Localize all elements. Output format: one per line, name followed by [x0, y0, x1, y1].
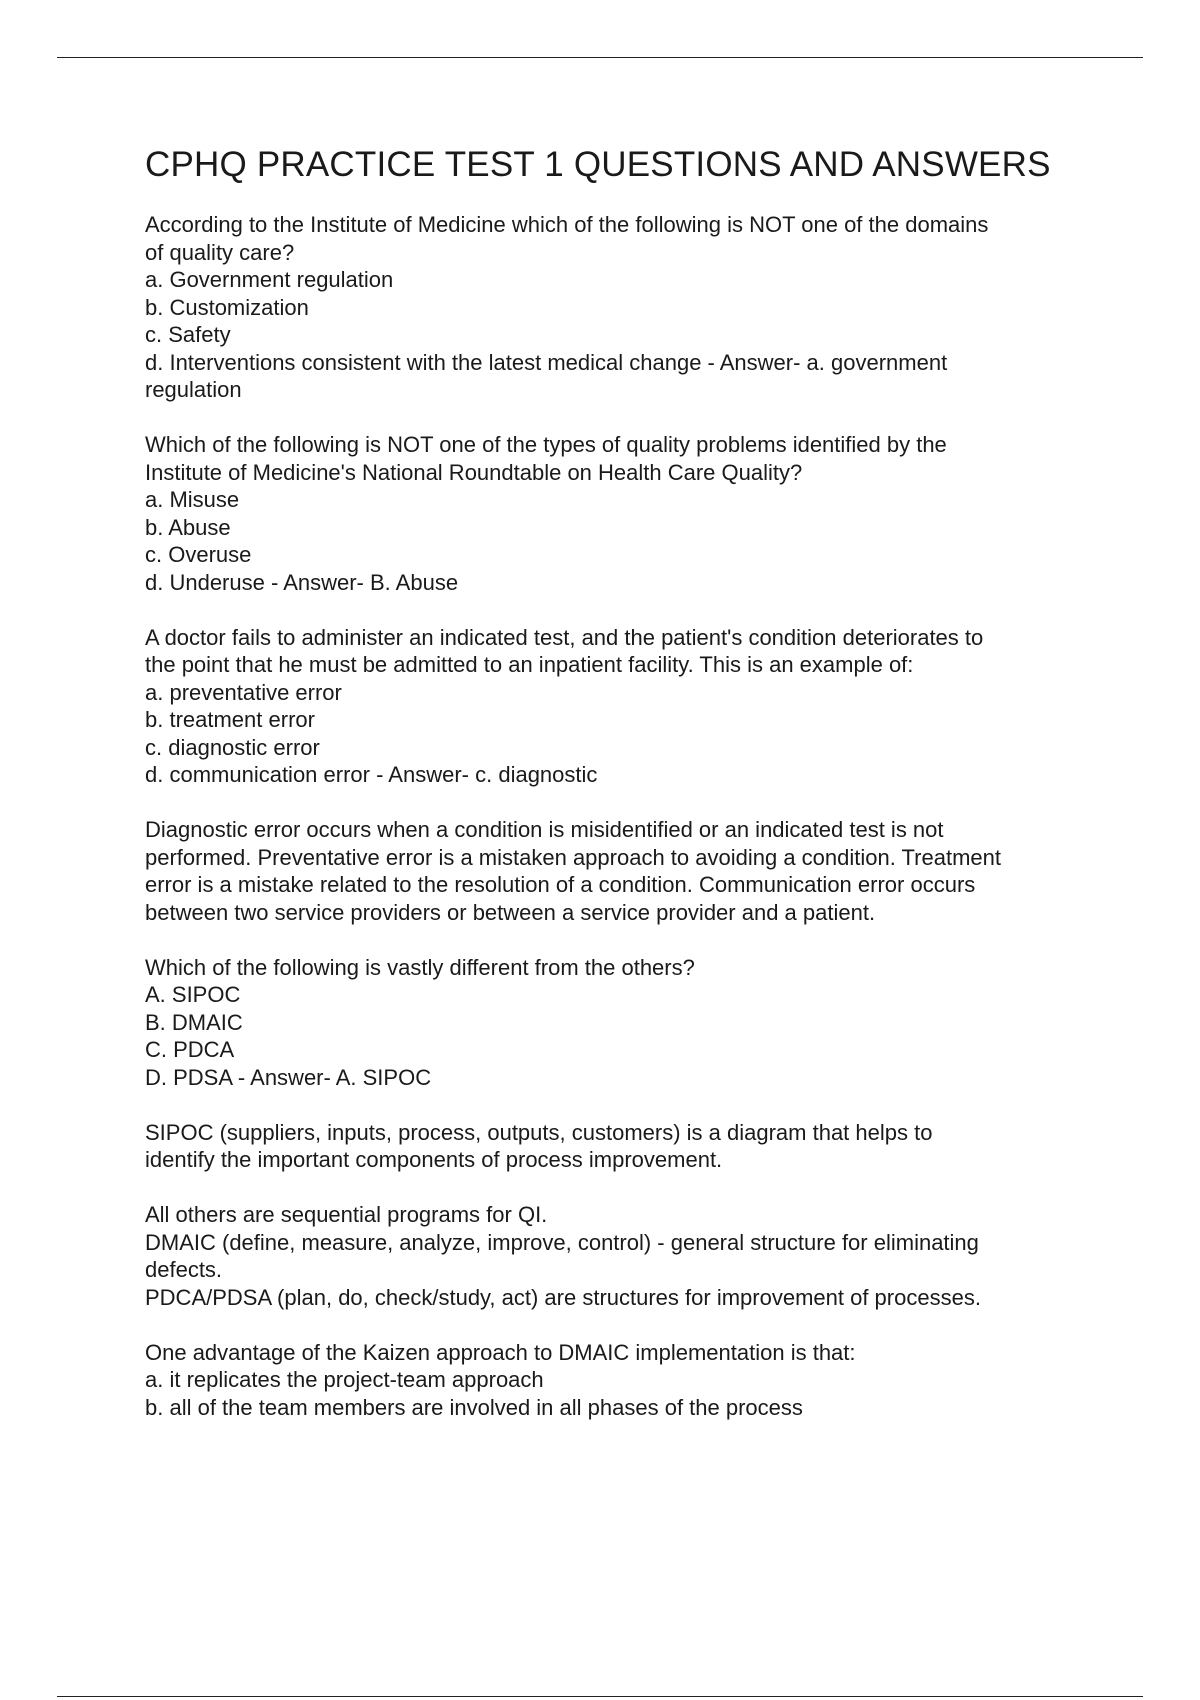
top-rule	[57, 57, 1143, 58]
option-b: b. all of the team members are involved in all phases of the process	[145, 1394, 803, 1420]
page-title: CPHQ PRACTICE TEST 1 QUESTIONS AND ANSWERS	[145, 145, 1051, 184]
text-line: DMAIC (define, measure, analyze, improve, control) - general structure for eliminating	[145, 1229, 979, 1255]
text-line: SIPOC (suppliers, inputs, process, outputs, customers) is a diagram that helps to	[145, 1119, 933, 1145]
option-b: b. treatment error	[145, 707, 315, 732]
explanation-4a	[145, 1119, 1105, 1174]
document-body	[145, 143, 1105, 1449]
option-c: c. Safety	[145, 322, 231, 347]
option-c: C. PDCA	[145, 1037, 235, 1062]
text-line: error is a mistake related to the resolution of a condition. Communication error occurs	[145, 872, 976, 897]
option-a: a. Misuse	[145, 487, 240, 512]
option-a: a. preventative error	[145, 679, 342, 705]
option-d-answer: d. Underuse - Answer- B. Abuse	[145, 569, 459, 595]
text-line: All others are sequential programs for QI.	[145, 1202, 548, 1227]
option-c: c. Overuse	[145, 542, 252, 567]
text-line: defects.	[145, 1257, 223, 1282]
text-line: performed. Preventative error is a mistaken approach to avoiding a condition. Treatment	[145, 844, 1002, 870]
bottom-rule	[57, 1696, 1143, 1697]
text-line: Which of the following is NOT one of the types of quality problems identified by the	[145, 432, 947, 457]
question-5	[145, 1339, 1105, 1422]
option-b: B. DMAIC	[145, 1009, 243, 1035]
option-a: a. Government regulation	[145, 267, 394, 292]
question-2	[145, 431, 1105, 596]
question-1	[145, 211, 1105, 404]
option-d-answer: d. Interventions consistent with the latest medical change - Answer- a. government	[145, 349, 948, 375]
text-line: of quality care?	[145, 239, 295, 265]
explanation-3	[145, 816, 1105, 926]
text-line: A doctor fails to administer an indicated test, and the patient's condition deteriorates to	[145, 624, 984, 650]
text-line: the point that he must be admitted to an inpatient facility. This is an example of:	[145, 652, 914, 677]
option-d-answer: D. PDSA - Answer- A. SIPOC	[145, 1064, 432, 1090]
text-line: Diagnostic error occurs when a condition is misidentified or an indicated test is not	[145, 817, 944, 842]
text-line: identify the important components of process improvement.	[145, 1147, 723, 1172]
option-c: c. diagnostic error	[145, 734, 320, 760]
option-a: a. it replicates the project-team approach	[145, 1367, 544, 1392]
question-3	[145, 624, 1105, 789]
option-b: b. Customization	[145, 294, 309, 320]
text-line: One advantage of the Kaizen approach to DMAIC implementation is that:	[145, 1339, 856, 1365]
option-b: b. Abuse	[145, 514, 231, 540]
option-d-answer: d. communication error - Answer- c. diagnostic	[145, 762, 598, 787]
text-line: between two service providers or between a service provider and a patient.	[145, 899, 876, 925]
text-line: regulation	[145, 377, 242, 402]
text-line: Institute of Medicine's National Roundtable on Health Care Quality?	[145, 459, 803, 485]
question-4	[145, 954, 1105, 1092]
text-line: PDCA/PDSA (plan, do, check/study, act) are structures for improvement of processes.	[145, 1284, 981, 1310]
text-line: Which of the following is vastly different from the others?	[145, 954, 695, 980]
option-a: A. SIPOC	[145, 982, 241, 1007]
text-line: According to the Institute of Medicine which of the following is NOT one of the domains	[145, 212, 989, 237]
explanation-4b	[145, 1201, 1105, 1311]
